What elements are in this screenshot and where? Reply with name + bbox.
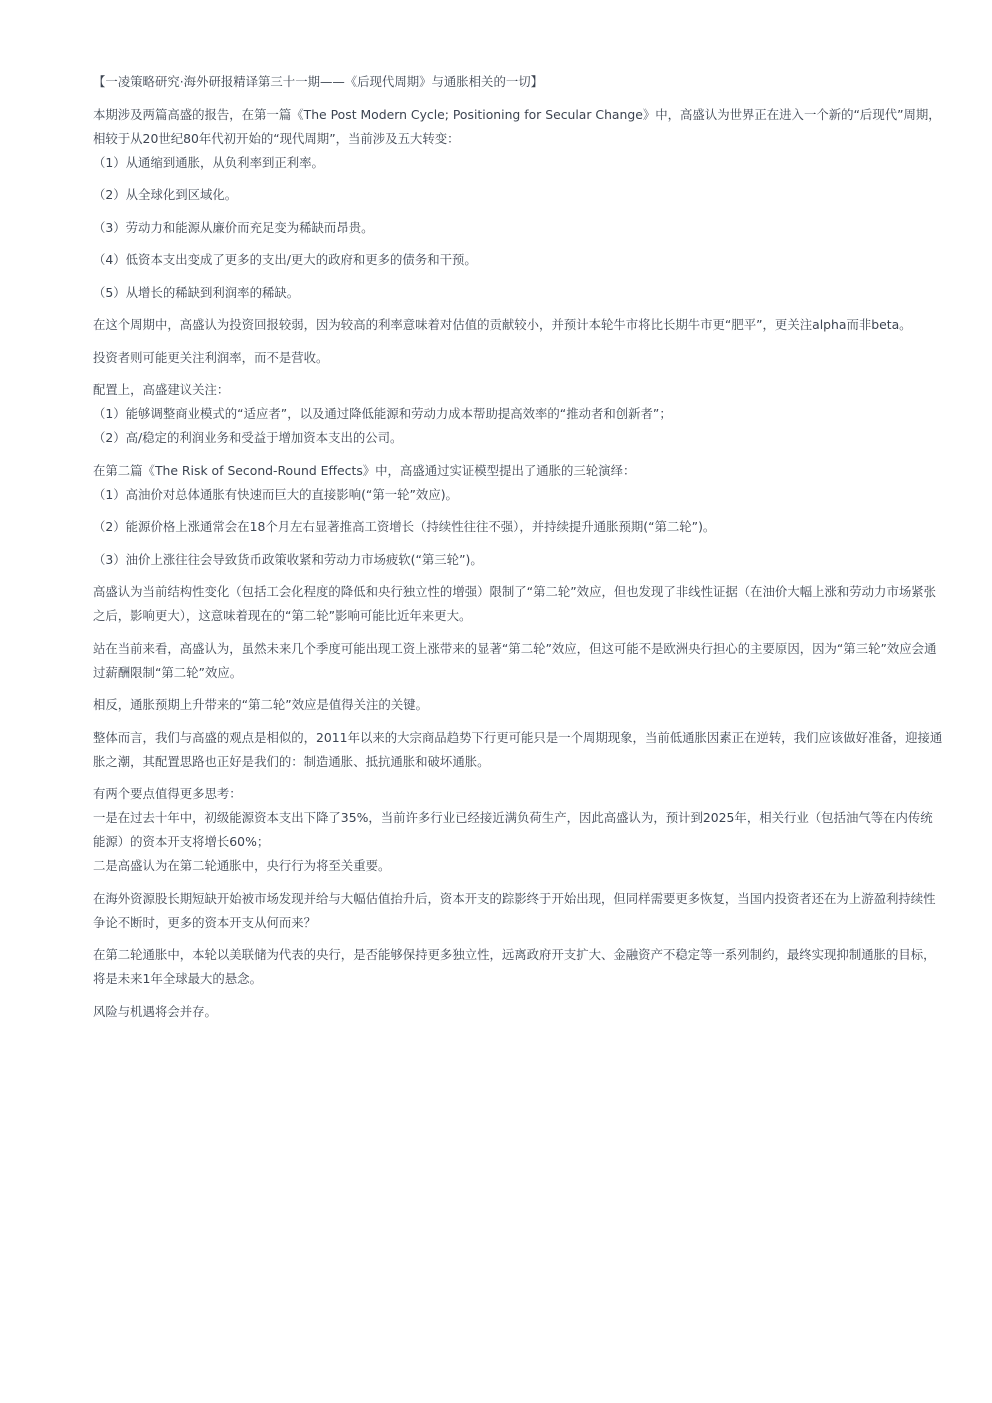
paragraph-line: 投资者则可能更关注利润率，而不是营收。	[93, 349, 329, 365]
document-body	[93, 70, 945, 1032]
paragraph-line: 整体而言，我们与高盛的观点是相似的，2011年以来的大宗商品趋势下行更可能只是一个周期现象，当前低通胀因素正在逆转，我们应该做好准备，迎接通胀之潮，其配置思路也正好是我们的：制造通胀、抵抗通胀和破坏通胀。	[93, 729, 943, 769]
paragraph-line: 相反，通胀预期上升带来的“第二轮”效应是值得关注的关键。	[93, 697, 428, 712]
paragraph-line: 一是在过去十年中，初级能源资本支出下降了35%，当前许多行业已经接近满负荷生产，因此高盛认为，预计到2025年，相关行业（包括油气等在内传统能源）的资本开支将增长60%；	[93, 810, 933, 849]
paragraph	[93, 248, 945, 272]
paragraph-line: （3）劳动力和能源从廉价而充足变为稀缺而昂贵。	[93, 219, 374, 235]
paragraph	[93, 580, 945, 628]
paragraph	[93, 346, 945, 370]
paragraph	[93, 216, 945, 240]
paragraph	[93, 183, 945, 207]
paragraph-line: 在这个周期中，高盛认为投资回报较弱，因为较高的利率意味着对估值的贡献较小，并预计本轮牛市将比长期牛市更“肥平”，更关注alpha而非beta。	[93, 317, 912, 332]
paragraph-line: 本期涉及两篇高盛的报告，在第一篇《The Post Modern Cycle; Positioning for Secular Change》中，高盛认为世界正在进入一个新的“后现代”周期，相较于从20世纪80年代初开始的“现代周期”，当前涉及五大转变：	[93, 106, 941, 146]
paragraph	[93, 726, 945, 774]
paragraph-line: 在第二篇《The Risk of Second-Round Effects》中，高盛通过实证模型提出了通胀的三轮演绎：	[93, 462, 636, 478]
paragraph-line: （1）从通缩到通胀，从负利率到正利率。	[93, 154, 324, 170]
paragraph-line: （2）能源价格上涨通常会在18个月左右显著推高工资增长（持续性往往不强），并持续提升通胀预期(“第二轮”)。	[93, 519, 716, 534]
paragraph-line: 站在当前来看，高盛认为，虽然未来几个季度可能出现工资上涨带来的显著“第二轮”效应，但这可能不是欧洲央行担心的主要原因，因为“第三轮”效应会通过薪酬限制“第二轮”效应。	[93, 640, 937, 680]
paragraph	[93, 515, 945, 539]
paragraph	[93, 943, 945, 991]
paragraph	[93, 887, 945, 935]
paragraph	[93, 782, 945, 878]
paragraph	[93, 281, 945, 305]
paragraph	[93, 1000, 945, 1024]
paragraph-line: 在第二轮通胀中，本轮以美联储为代表的央行，是否能够保持更多独立性，远离政府开支扩大、金融资产不稳定等一系列制约，最终实现抑制通胀的目标，将是未来1年全球最大的悬念。	[93, 947, 936, 986]
paragraph-line: （4）低资本支出变成了更多的支出/更大的政府和更多的债务和干预。	[93, 252, 477, 267]
paragraph	[93, 378, 945, 450]
paragraph	[93, 459, 945, 507]
paragraph	[93, 313, 945, 337]
paragraph-line: （5）从增长的稀缺到利润率的稀缺。	[93, 284, 300, 300]
paragraph-line: 高盛认为当前结构性变化（包括工会化程度的降低和央行独立性的增强）限制了“第二轮”效应，但也发现了非线性证据（在油价大幅上涨和劳动力市场紧张之后，影响更大），这意味着现在的“第二轮”影响可能比近年来更大。	[93, 584, 937, 623]
paragraph	[93, 548, 945, 572]
paragraph-line: （2）从全球化到区域化。	[93, 187, 238, 202]
paragraph-line: 配置上，高盛建议关注：	[93, 382, 230, 397]
paragraph	[93, 637, 945, 685]
paragraph-line: 有两个要点值得更多思考：	[93, 786, 242, 801]
paragraph-line: （2）高/稳定的利润业务和受益于增加资本支出的公司。	[93, 430, 403, 445]
paragraph	[93, 103, 945, 175]
paragraph	[93, 693, 945, 717]
paragraph-line: （1）能够调整商业模式的“适应者”，以及通过降低能源和劳动力成本帮助提高效率的“推动者和创新者”；	[93, 406, 672, 421]
paragraph-line: 二是高盛认为在第二轮通胀中，央行行为将至关重要。	[93, 858, 391, 873]
paragraph-line: （1）高油价对总体通胀有快速而巨大的直接影响(“第一轮”效应)。	[93, 486, 458, 502]
document-title	[93, 70, 945, 94]
paragraph-line: 在海外资源股长期短缺开始被市场发现并给与大幅估值抬升后，资本开支的踪影终于开始出现，但同样需要更多恢复，当国内投资者还在为上游盈利持续性争论不断时，更多的资本开支从何而来？	[93, 890, 936, 930]
paragraph-line: （3）油价上涨往往会导致货币政策收紧和劳动力市场疲软(“第三轮”)。	[93, 551, 483, 567]
title-text: 【一凌策略研究·海外研报精译第三十一期——《后现代周期》与通胀相关的一切】	[93, 74, 544, 89]
paragraph-line: 风险与机遇将会并存。	[93, 1003, 217, 1019]
